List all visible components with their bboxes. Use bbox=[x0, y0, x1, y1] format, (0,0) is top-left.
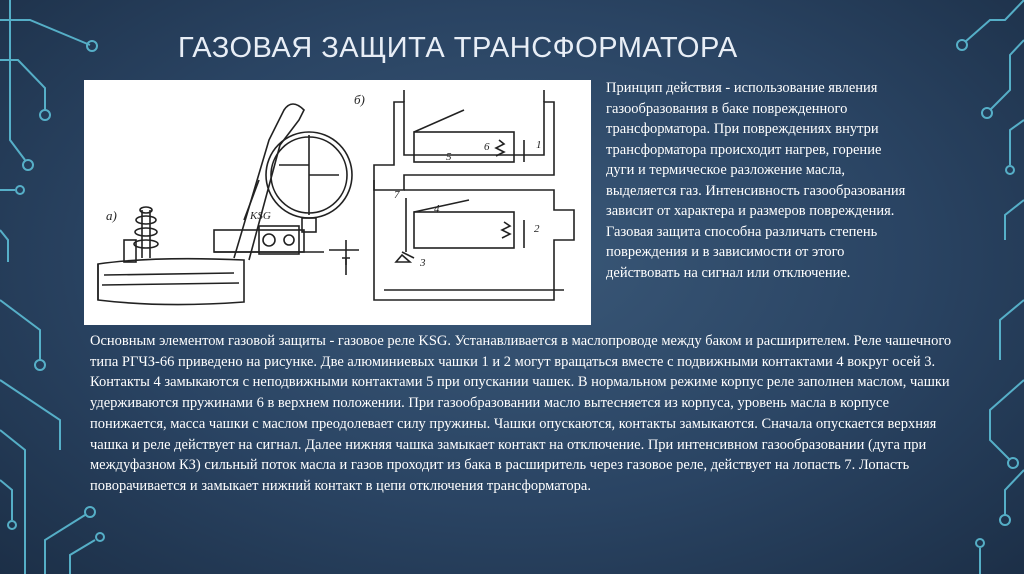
figure-label-ksg: KSG bbox=[250, 210, 271, 222]
figure-num-5: 5 bbox=[446, 151, 452, 163]
figure-label-a: а) bbox=[106, 208, 117, 223]
figure-num-6: 6 bbox=[484, 141, 490, 153]
slide-title: ГАЗОВАЯ ЗАЩИТА ТРАНСФОРМАТОРА bbox=[178, 32, 738, 64]
principle-paragraph: Принцип действия - использование явления газообразования в баке поврежденного трансформатора. При повреждениях внутри трансформатора происходит нагрев, горение дуги и термическое разложение масла, выделяется газ. Интенсивность газообразования зависит от характера и размеров повреждения. Газовая защита способна различать степень повреждения и в зависимости от этого действовать на сигнал или отключение. bbox=[606, 80, 906, 281]
figure-num-3: 3 bbox=[420, 257, 426, 269]
figure-label-b: б) bbox=[354, 92, 365, 107]
description-paragraph: Основным элементом газовой защиты - газовое реле KSG. Устанавливается в маслопроводе между баком и расширителем. Реле чашечного типа РГЧЗ-66 приведено на рисунке. Две алюминиевых чашки 1 и 2 могут вращаться вместе с подвижными контактами 4 вокруг осей 3. Контакты 4 замыкаются с неподвижными контактами 5 при опускании чашек. В нормальном режиме корпус реле заполнен маслом, чашки удерживаются пружинами 6 в верхнем положении. При газообразовании масло вытесняется из корпуса, уровень масла в корпусе понижается, масса чашки с маслом преодолевает силу пружины. Чашки опускаются, контакты замыкаются. Сначала опускается верхняя чашка и реле действует на сигнал. Далее нижняя чашка замыкает контакт на отключение. При интенсивном газообразовании (дуга при междуфазном КЗ) сильный поток масла и газов проходит из бака в расширитель через газовое реле, действует на лопасть 7. Лопасть поворачивается и замыкает нижний контакт в цепи отключения трансформатора. bbox=[90, 333, 952, 494]
relay-diagram bbox=[84, 80, 591, 325]
figure-num-1: 1 bbox=[536, 139, 542, 151]
tank-shape bbox=[98, 259, 244, 305]
figure-num-4: 4 bbox=[434, 203, 440, 215]
relay-figure bbox=[84, 80, 591, 325]
figure-num-2: 2 bbox=[534, 223, 540, 235]
figure-num-7: 7 bbox=[394, 189, 400, 201]
